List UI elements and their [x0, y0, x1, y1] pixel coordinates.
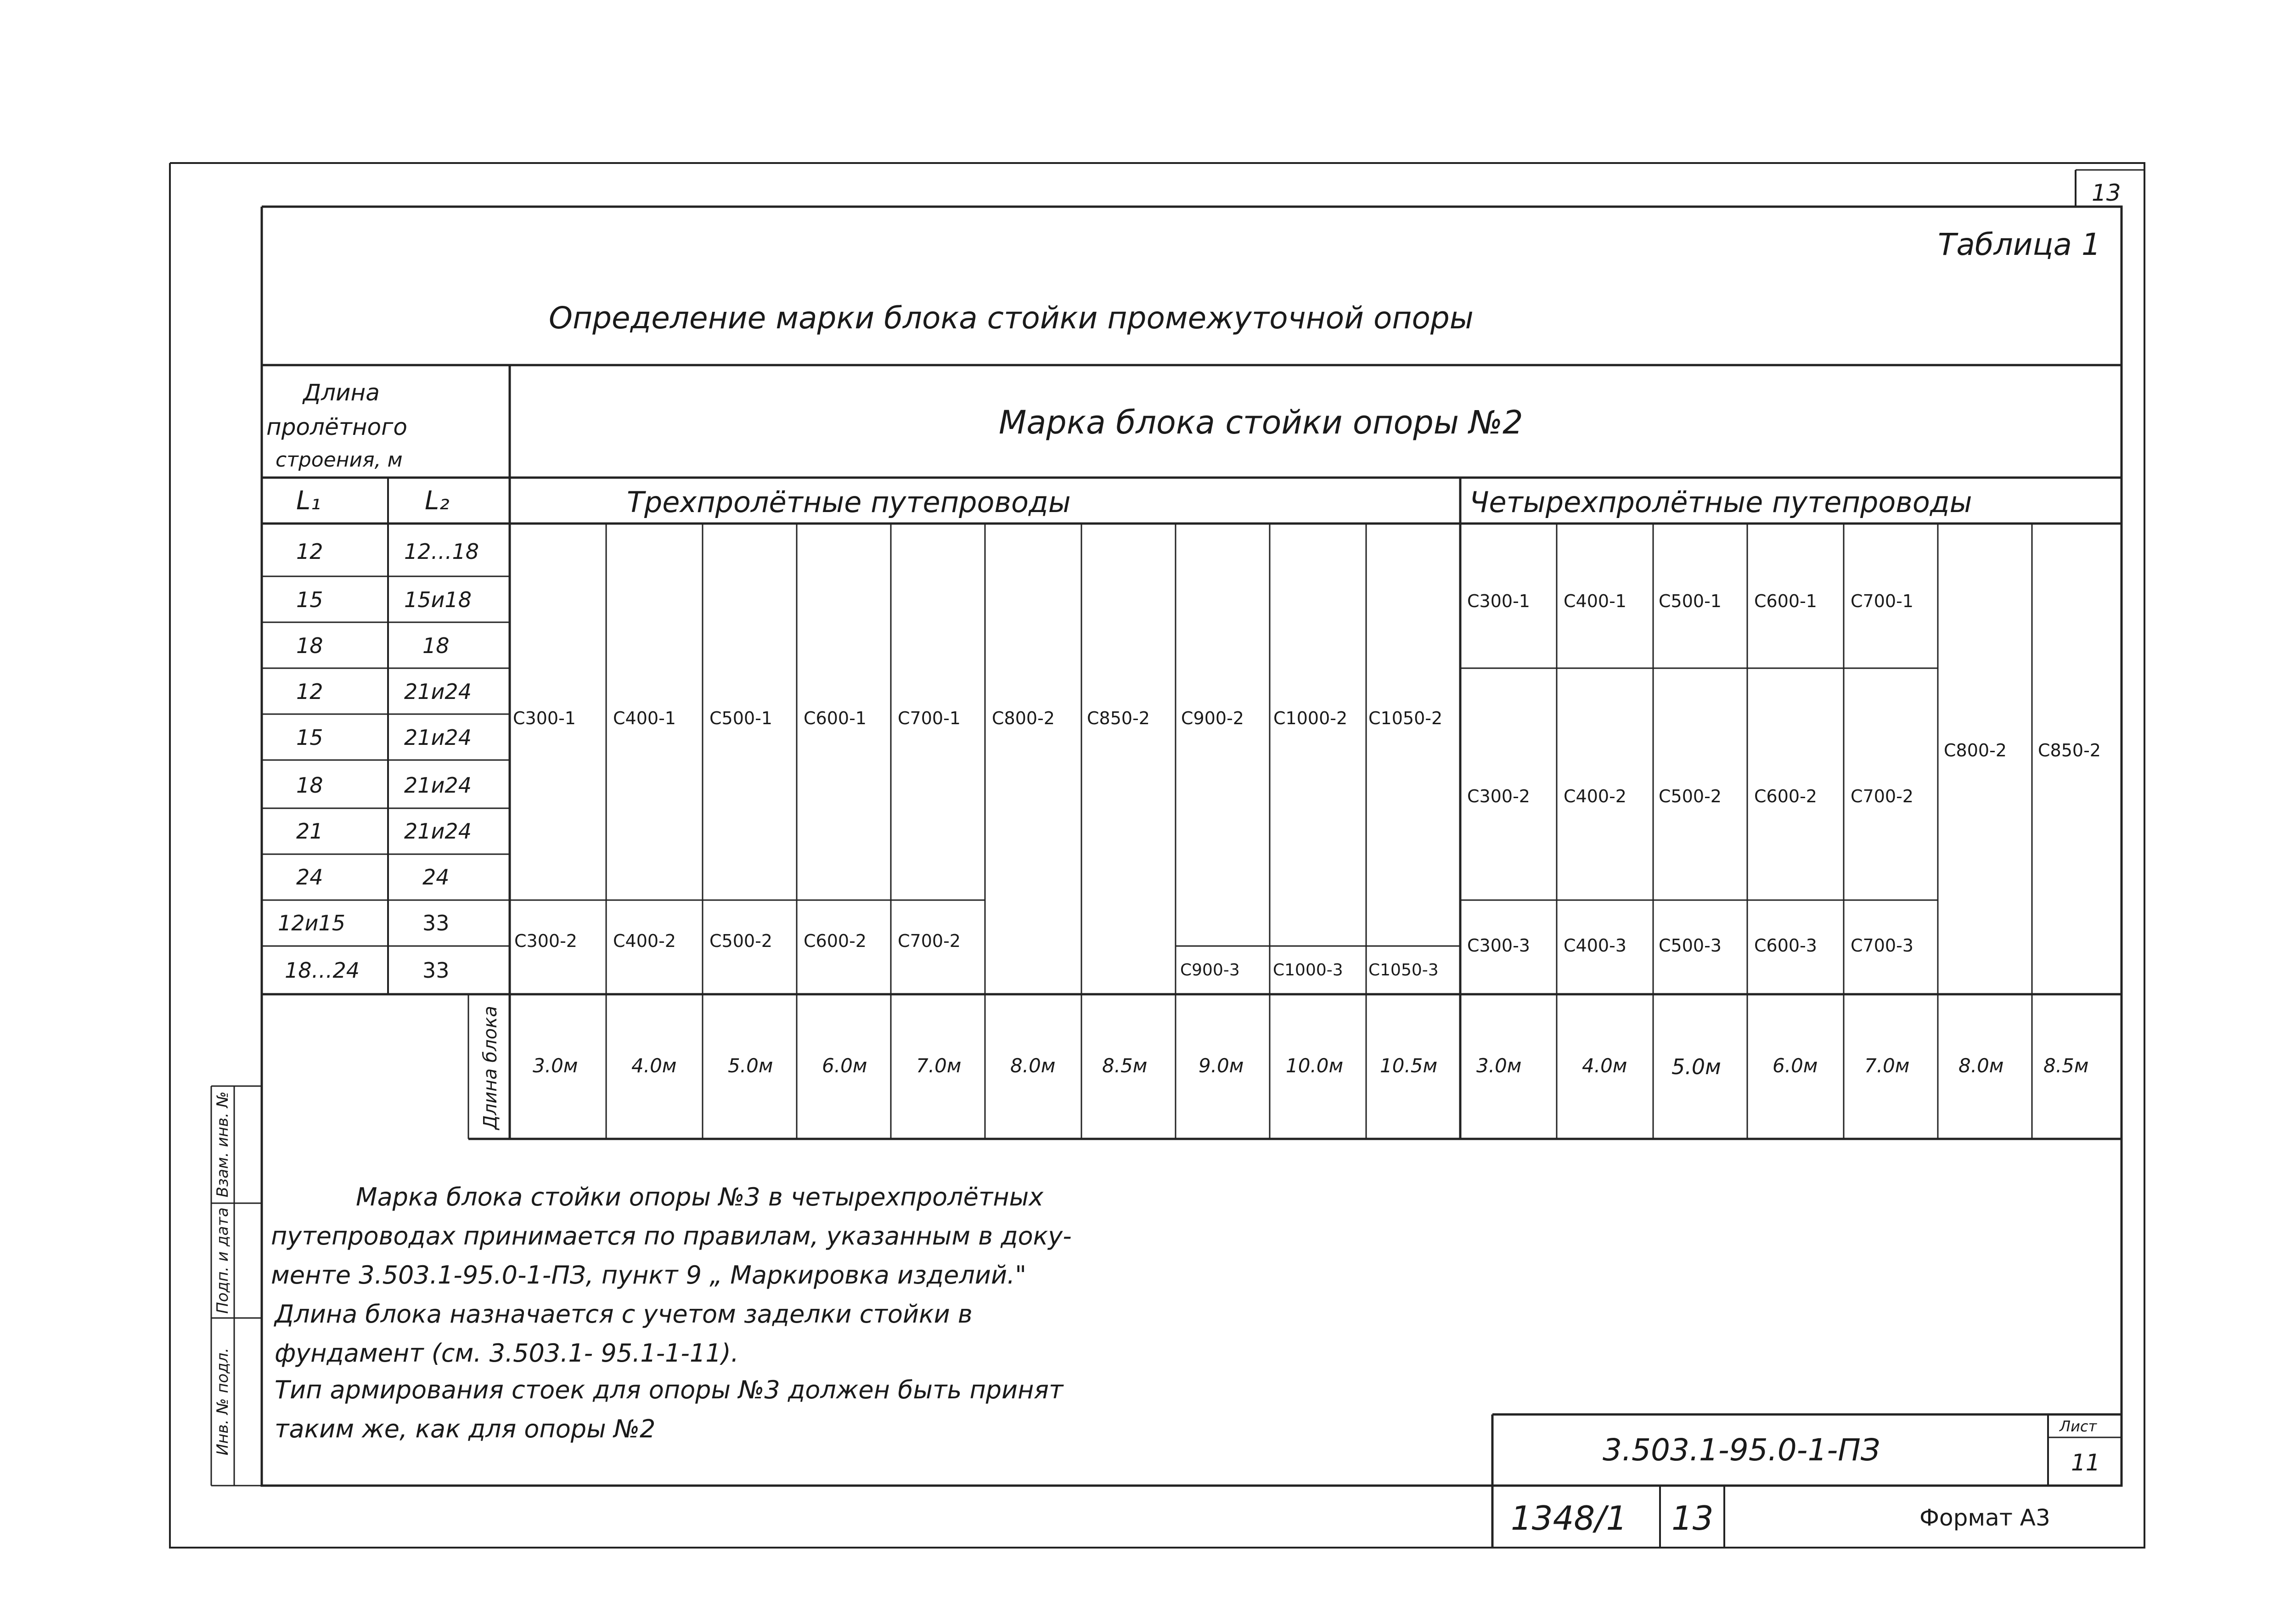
l1-value: 15 — [296, 725, 323, 750]
l1-value: 12и15 — [278, 911, 345, 935]
block-mark: С500-1 — [709, 708, 772, 728]
note-line: Марка блока стойки опоры №3 в четырехпролётных — [356, 1183, 1044, 1211]
l1-value: 18 — [296, 633, 323, 658]
span-length-line-2: пролётного — [266, 414, 408, 440]
block-mark: С1000-2 — [1273, 708, 1348, 728]
l2-value: 21и24 — [404, 773, 472, 798]
block-mark: С500-2 — [1659, 786, 1722, 806]
l1-value: 18 — [296, 773, 323, 798]
block-length-value: 8.5м — [1102, 1054, 1148, 1077]
block-mark: С500-2 — [709, 931, 772, 951]
sheet-label: Лист — [2060, 1418, 2097, 1435]
l1-value: 15 — [296, 587, 323, 612]
block-length-value: 10.5м — [1380, 1054, 1438, 1077]
block-mark: С600-2 — [1754, 786, 1817, 806]
format-label: Формат А3 — [1919, 1504, 2050, 1531]
block-length-value: 10.0м — [1286, 1054, 1344, 1077]
l1-value: 12 — [296, 679, 323, 704]
block-mark: С600-2 — [804, 931, 867, 951]
block-length-value: 5.0м — [1671, 1054, 1721, 1079]
block-length-value: 8.0м — [1010, 1054, 1056, 1077]
span-length-line-1: Длина — [303, 379, 380, 406]
block-mark: С600-1 — [1754, 591, 1817, 611]
block-mark: С1050-3 — [1368, 961, 1439, 980]
block-length-value: 6.0м — [822, 1054, 867, 1077]
four-span-header: Четырехпролётные путепроводы — [1469, 485, 1972, 519]
block-mark: С300-1 — [513, 708, 576, 728]
block-mark: С900-2 — [1181, 708, 1244, 728]
l2-value: 24 — [422, 865, 450, 890]
side-stamp-field: Взам. инв. № — [214, 1091, 232, 1198]
side-stamp-field: Подп. и дата — [214, 1207, 232, 1314]
l1-value: 12 — [296, 539, 323, 564]
block-length-label: Длина блока — [480, 1006, 501, 1130]
main-header: Марка блока стойки опоры №2 — [999, 404, 1523, 441]
table-label: Таблица 1 — [1938, 227, 2101, 262]
note-line: таким же, как для опоры №2 — [275, 1414, 656, 1443]
span-length-line-3: строения, м — [276, 448, 403, 472]
note-line: Длина блока назначается с учетом заделки стойки в — [275, 1300, 973, 1329]
note-line: фундамент (см. 3.503.1- 95.1-1-11). — [275, 1339, 739, 1368]
l1-value: 24 — [296, 865, 323, 890]
block-length-value: 3.0м — [1476, 1054, 1522, 1077]
inventory-number: 1348/1 — [1511, 1499, 1627, 1538]
l2-value: 12…18 — [404, 539, 479, 564]
block-mark: С400-2 — [613, 931, 676, 951]
block-mark: С400-3 — [1564, 935, 1626, 956]
side-stamp-field: Инв. № подл. — [214, 1347, 232, 1456]
block-mark: С300-3 — [1467, 935, 1530, 956]
sheet-corner-number: 13 — [2092, 180, 2121, 206]
block-mark: С500-1 — [1659, 591, 1722, 611]
l2-value: 21и24 — [404, 725, 472, 750]
page-title: Определение марки блока стойки промежуточной опоры — [549, 300, 1474, 336]
block-length-value: 8.0м — [1958, 1054, 2004, 1077]
block-length-value: 5.0м — [728, 1054, 773, 1077]
l2-value: 18 — [422, 633, 450, 658]
l1-header: L₁ — [296, 486, 321, 516]
block-mark: С850-2 — [1087, 708, 1150, 728]
three-span-header: Трехпролётные путепроводы — [627, 485, 1071, 519]
block-mark: С300-2 — [514, 931, 577, 951]
l2-header: L₂ — [425, 486, 450, 516]
page-number: 13 — [1671, 1499, 1714, 1538]
block-mark: С400-1 — [613, 708, 676, 728]
block-length-value: 3.0м — [533, 1054, 578, 1077]
block-mark: С700-1 — [1851, 591, 1913, 611]
block-mark: С300-2 — [1467, 786, 1530, 806]
block-mark: С700-2 — [898, 931, 961, 951]
l2-value: 21и24 — [404, 819, 472, 844]
block-mark: С1050-2 — [1368, 708, 1443, 728]
block-mark: С800-2 — [992, 708, 1055, 728]
document-code: 3.503.1-95.0-1-ПЗ — [1603, 1432, 1880, 1468]
l2-value: 33 — [422, 911, 450, 935]
note-line: путепроводах принимается по правилам, указанным в доку- — [271, 1222, 1072, 1250]
block-mark: С850-2 — [2038, 740, 2101, 760]
block-mark: С900-3 — [1180, 961, 1240, 980]
block-length-value: 7.0м — [1864, 1054, 1910, 1077]
note-line: менте 3.503.1-95.0-1-ПЗ, пункт 9 „ Маркировка изделий." — [271, 1261, 1027, 1290]
block-length-value: 4.0м — [631, 1054, 677, 1077]
block-mark: С700-3 — [1851, 935, 1913, 956]
block-length-value: 6.0м — [1773, 1054, 1818, 1077]
block-mark: С500-3 — [1659, 935, 1722, 956]
block-length-value: 7.0м — [916, 1054, 962, 1077]
block-mark: С800-2 — [1944, 740, 2007, 760]
block-mark: С300-1 — [1467, 591, 1530, 611]
l2-value: 21и24 — [404, 679, 472, 704]
l1-value: 21 — [296, 819, 323, 844]
block-mark: С600-1 — [804, 708, 867, 728]
block-mark: С700-1 — [898, 708, 961, 728]
l2-value: 15и18 — [404, 587, 472, 612]
note-line: Тип армирования стоек для опоры №3 должен быть принят — [275, 1375, 1064, 1404]
l2-value: 33 — [422, 958, 450, 983]
block-mark: С400-2 — [1564, 786, 1626, 806]
l1-value: 18…24 — [285, 958, 360, 983]
block-mark: С600-3 — [1754, 935, 1817, 956]
block-length-value: 9.0м — [1199, 1054, 1244, 1077]
sheet-number: 11 — [2071, 1449, 2100, 1476]
block-mark: С700-2 — [1851, 786, 1913, 806]
block-mark: С400-1 — [1564, 591, 1626, 611]
block-length-value: 4.0м — [1582, 1054, 1627, 1077]
block-length-value: 8.5м — [2043, 1054, 2089, 1077]
block-mark: С1000-3 — [1273, 961, 1343, 980]
